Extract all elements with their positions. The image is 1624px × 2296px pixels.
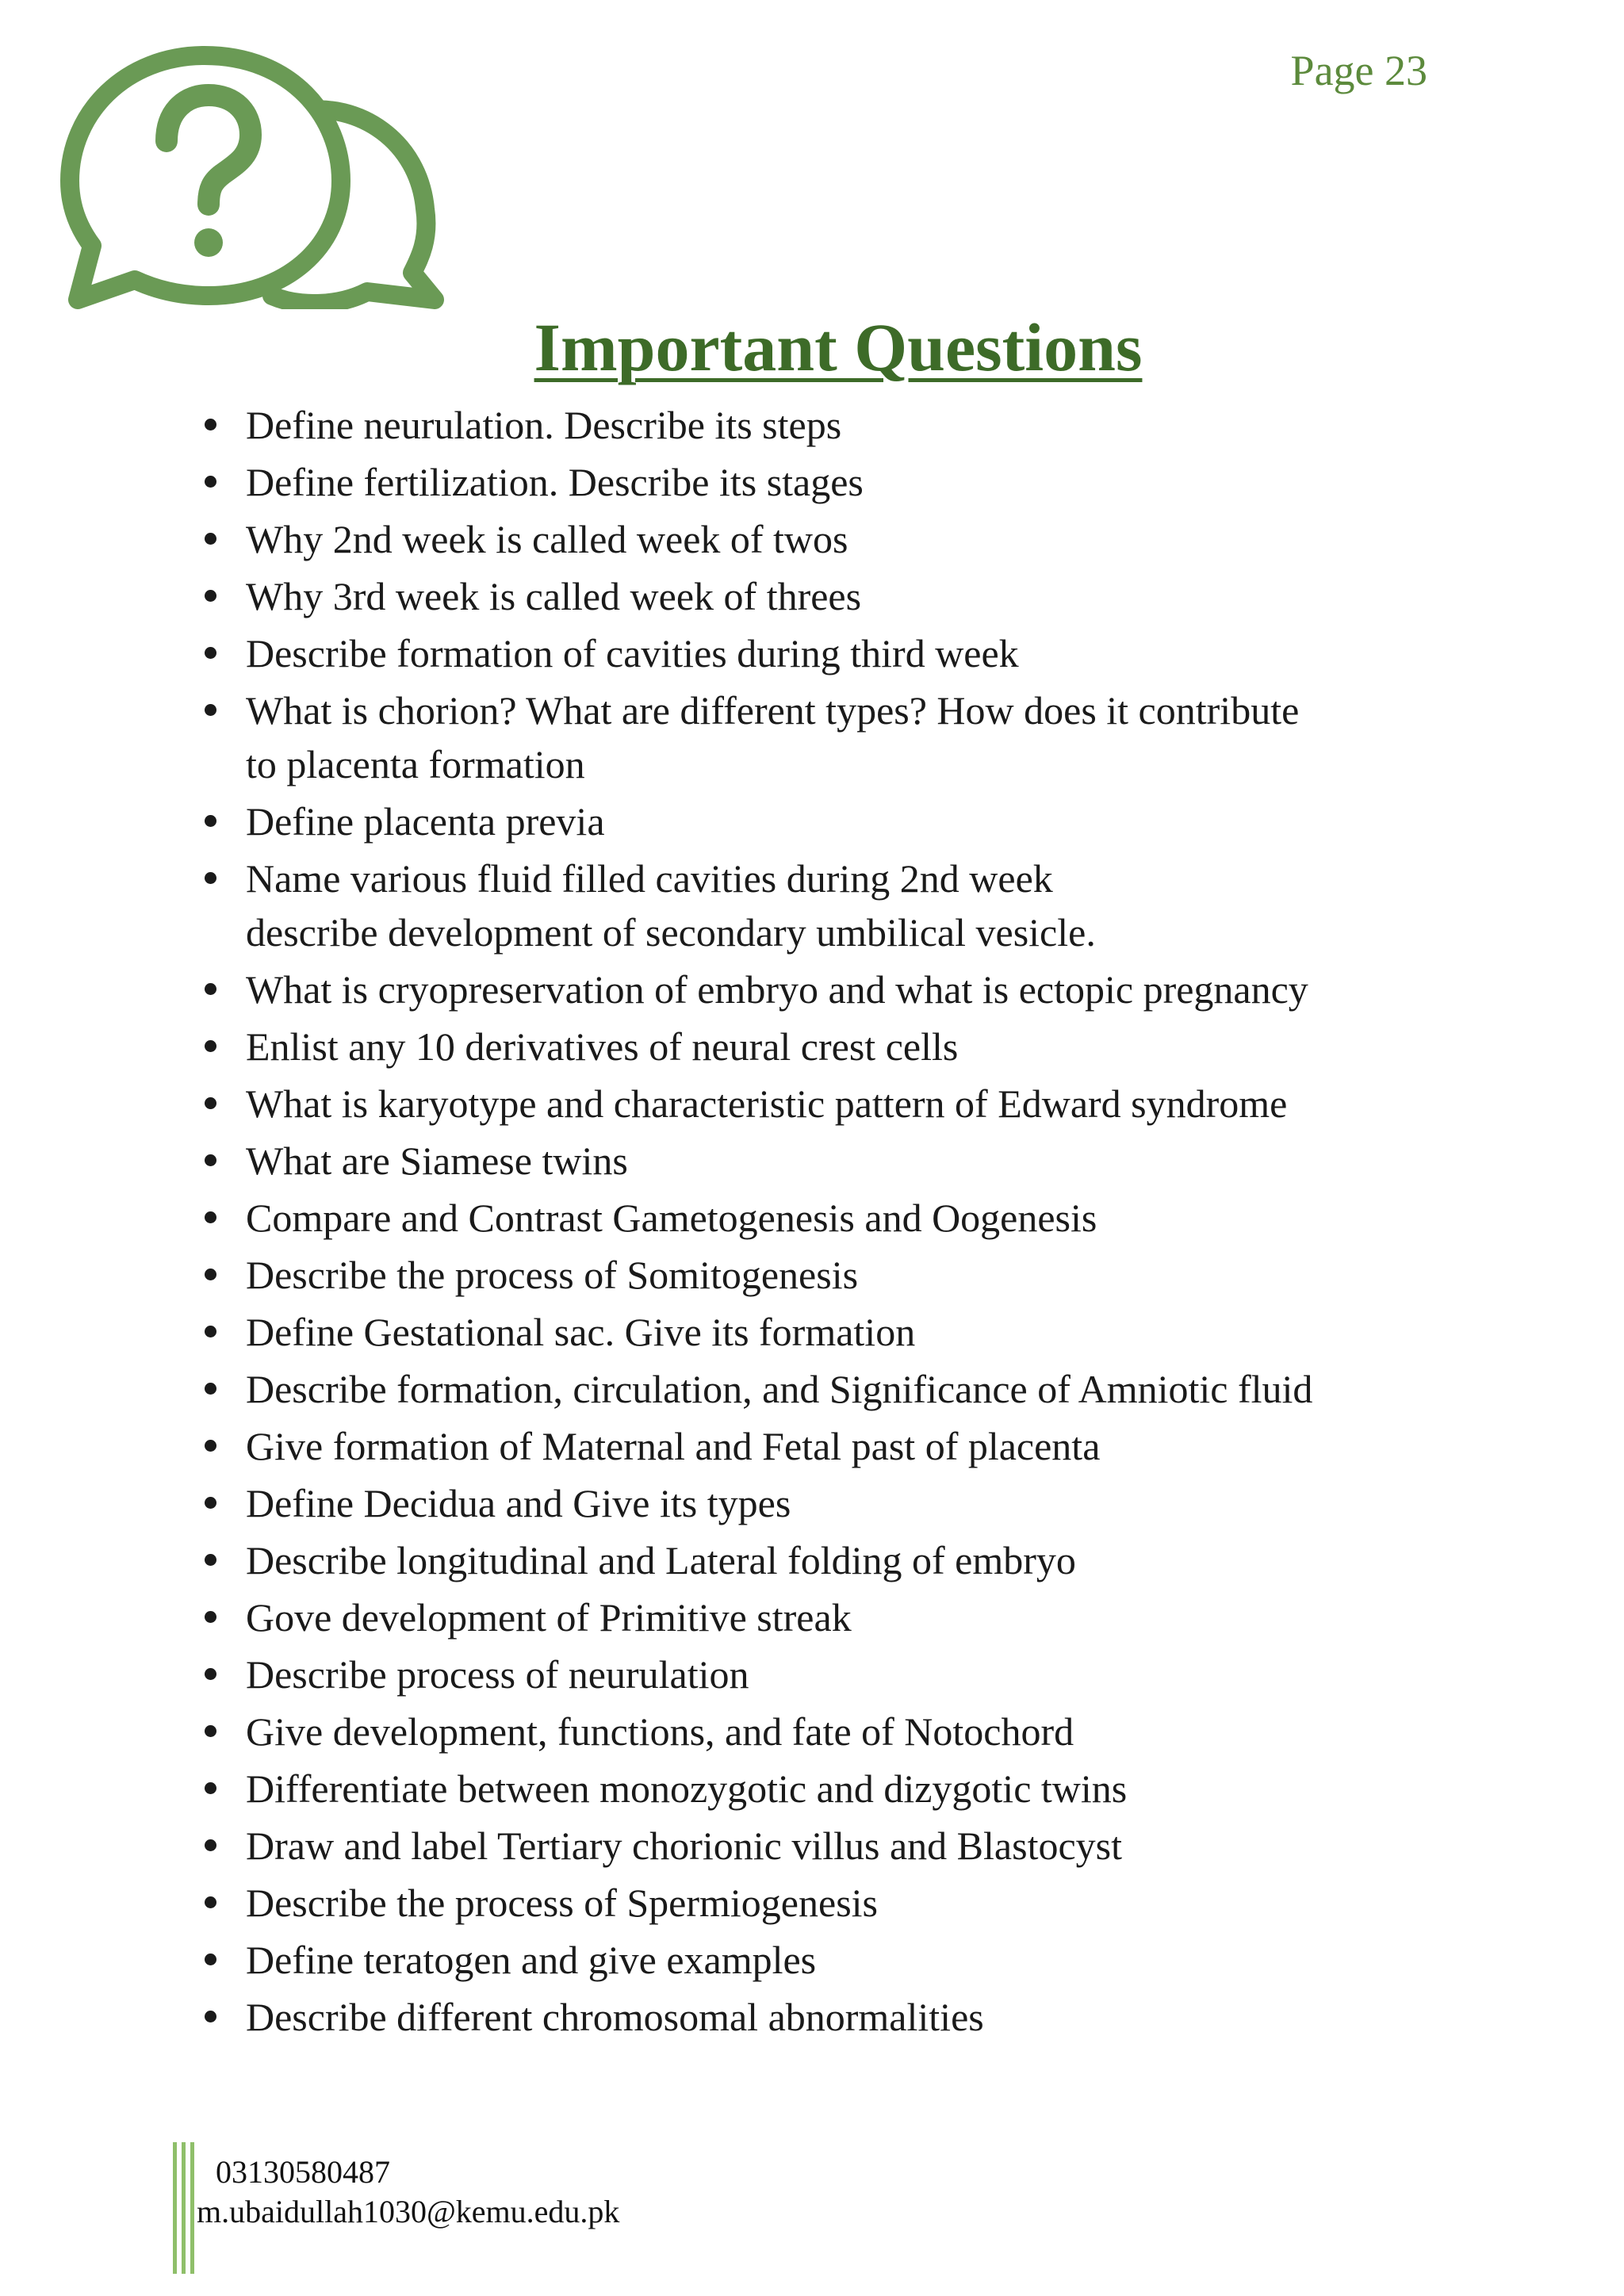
question-text: Compare and Contrast Gametogenesis and Oogenesis <box>246 1196 1097 1240</box>
question-text: to placenta formation <box>246 742 585 786</box>
question-item <box>246 1819 1467 1873</box>
question-item <box>246 1762 1467 1816</box>
footer-email: m.ubaidullah1030@kemu.edu.pk <box>197 2194 620 2229</box>
question-item <box>246 1476 1467 1530</box>
question-item <box>246 1362 1467 1416</box>
question-item <box>246 1305 1467 1359</box>
question-text: Name various fluid filled cavities during 2nd week <box>246 856 1053 901</box>
question-item <box>246 1876 1467 1930</box>
question-item <box>246 569 1467 623</box>
question-item <box>246 1020 1467 1073</box>
question-text: Gove development of Primitive streak <box>246 1595 852 1640</box>
question-text: Define teratogen and give examples <box>246 1938 817 1982</box>
footer-divider-bars <box>173 2142 197 2274</box>
question-chat-bubbles-icon <box>46 22 452 309</box>
question-text: Describe process of neurulation <box>246 1652 749 1697</box>
question-list <box>246 398 1467 2047</box>
question-text: Describe formation, circulation, and Significance of Amniotic fluid <box>246 1367 1313 1411</box>
question-item <box>246 1705 1467 1758</box>
question-item <box>246 1134 1467 1188</box>
question-text: What is cryopreservation of embryo and what is ectopic pregnancy <box>246 967 1308 1012</box>
question-text: Describe different chromosomal abnormalities <box>246 1995 984 2039</box>
question-item <box>246 1191 1467 1245</box>
question-text: Define neurulation. Describe its steps <box>246 403 842 447</box>
question-text: What is chorion? What are different types? How does it contribute <box>246 688 1300 733</box>
question-item <box>246 1590 1467 1644</box>
question-item <box>246 1933 1467 1987</box>
question-text: Differentiate between monozygotic and dizygotic twins <box>246 1766 1128 1811</box>
question-item <box>246 455 1467 509</box>
question-item <box>246 1990 1467 2044</box>
question-text: Define Gestational sac. Give its formation <box>246 1310 916 1354</box>
page-number: Page 23 <box>1290 47 1427 94</box>
question-text: Define fertilization. Describe its stages <box>246 460 864 504</box>
question-item <box>246 1419 1467 1473</box>
question-text: Describe longitudinal and Lateral folding of embryo <box>246 1538 1076 1582</box>
question-text: Define Decidua and Give its types <box>246 1481 791 1525</box>
question-item <box>246 683 1467 791</box>
question-text: What is karyotype and characteristic pattern of Edward syndrome <box>246 1081 1288 1126</box>
question-text: Describe the process of Somitogenesis <box>246 1253 859 1297</box>
question-text: Give formation of Maternal and Fetal past of placenta <box>246 1424 1101 1468</box>
question-item <box>246 512 1467 566</box>
question-text: Enlist any 10 derivatives of neural crest cells <box>246 1024 959 1069</box>
page-title: Important Questions <box>534 309 1143 385</box>
question-text: Describe the process of Spermiogenesis <box>246 1881 878 1925</box>
question-text: Give development, functions, and fate of Notochord <box>246 1709 1074 1754</box>
question-item <box>246 794 1467 848</box>
question-text: What are Siamese twins <box>246 1138 628 1183</box>
question-item <box>246 1533 1467 1587</box>
question-text: describe development of secondary umbilical vesicle. <box>246 910 1096 955</box>
question-item <box>246 962 1467 1016</box>
question-item <box>246 851 1467 959</box>
question-text: Draw and label Tertiary chorionic villus and Blastocyst <box>246 1823 1123 1868</box>
question-item <box>246 626 1467 680</box>
footer-phone: 03130580487 <box>216 2154 390 2190</box>
question-text: Why 3rd week is called week of threes <box>246 574 862 618</box>
question-text: Define placenta previa <box>246 799 605 844</box>
question-item <box>246 1248 1467 1302</box>
question-text: Describe formation of cavities during third week <box>246 631 1019 675</box>
question-item <box>246 1077 1467 1131</box>
question-item <box>246 398 1467 452</box>
question-item <box>246 1647 1467 1701</box>
question-text: Why 2nd week is called week of twos <box>246 517 848 561</box>
